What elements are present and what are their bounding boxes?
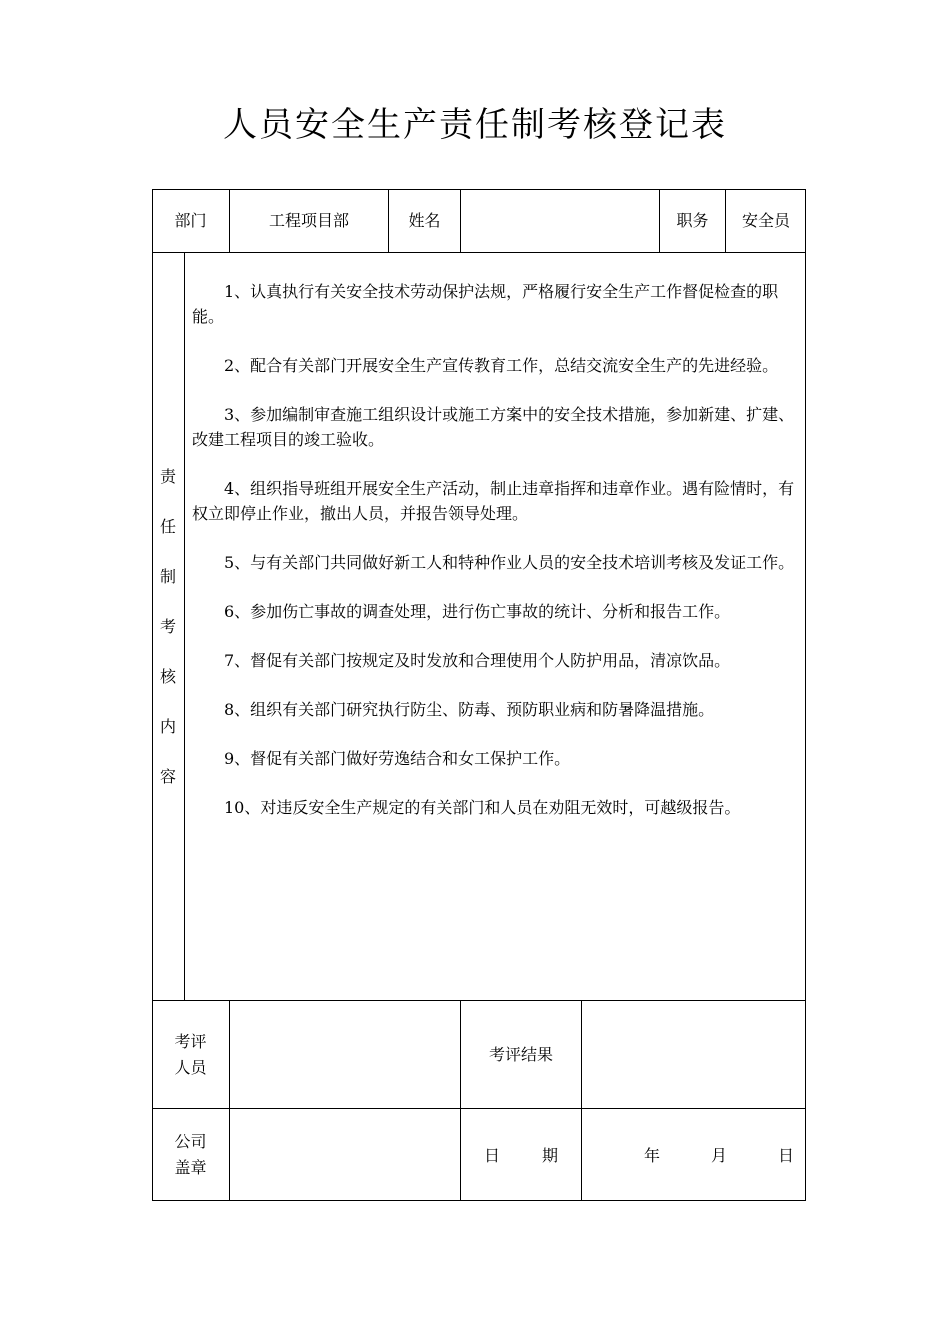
evaluator-label-line: 人员	[174, 1057, 207, 1077]
dept-label: 部门	[174, 210, 207, 230]
list-item: 9、督促有关部门做好劳逸结合和女工保护工作。	[224, 749, 571, 768]
year-label[interactable]: 年	[644, 1146, 661, 1165]
date-label-char: 日	[484, 1146, 501, 1165]
label-char: 核	[159, 666, 176, 686]
label-char: 内	[159, 716, 176, 736]
date-label-char: 期	[542, 1146, 559, 1165]
result-field[interactable]	[582, 1001, 806, 1108]
list-item: 4、组织指导班组开展安全生产活动，制止违章指挥和违章作业。遇有险情时，有权立即停止作业，撤出人员，并报告领导处理。	[192, 479, 795, 523]
list-item: 2、配合有关部门开展安全生产宣传教育工作，总结交流安全生产的先进经验。	[224, 356, 779, 375]
label-char: 责	[159, 466, 176, 486]
list-item: 3、参加编制审查施工组织设计或施工方案中的安全技术措施，参加新建、扩建、改建工程项目的竣工验收。	[192, 405, 795, 449]
name-label: 姓名	[408, 210, 441, 230]
label-char: 制	[159, 566, 176, 586]
position-label: 职务	[676, 210, 709, 230]
result-label: 考评结果	[488, 1044, 553, 1064]
list-item: 1、认真执行有关安全技术劳动保护法规，严格履行安全生产工作督促检查的职能。	[192, 282, 779, 326]
row-divider-header	[152, 252, 806, 253]
month-label[interactable]: 月	[711, 1146, 728, 1165]
name-field[interactable]	[461, 189, 659, 252]
position-value[interactable]: 安全员	[741, 210, 790, 230]
list-item: 6、参加伤亡事故的调查处理，进行伤亡事故的统计、分析和报告工作。	[224, 602, 731, 621]
evaluator-field[interactable]	[230, 1001, 460, 1108]
responsibility-list	[192, 279, 804, 844]
list-item: 5、与有关部门共同做好新工人和特种作业人员的安全技术培训考核及发证工作。	[224, 553, 795, 572]
label-char: 容	[159, 766, 176, 786]
stamp-label	[152, 1109, 229, 1200]
content-section-label	[152, 252, 184, 1001]
stamp-label-line: 盖章	[174, 1157, 207, 1177]
evaluator-label-line: 考评	[174, 1031, 207, 1051]
stamp-field[interactable]	[230, 1109, 460, 1200]
list-item: 7、督促有关部门按规定及时发放和合理使用个人防护用品，清凉饮品。	[224, 651, 731, 670]
col-divider	[184, 252, 185, 1000]
stamp-label-line: 公司	[174, 1131, 207, 1151]
page-title: 人员安全生产责任制考核登记表	[223, 105, 727, 145]
evaluator-label	[152, 1001, 229, 1108]
label-char: 任	[159, 516, 176, 536]
list-item: 8、组织有关部门研究执行防尘、防毒、预防职业病和防暑降温措施。	[224, 700, 715, 719]
dept-value[interactable]: 工程项目部	[268, 210, 349, 230]
day-label[interactable]: 日	[778, 1146, 795, 1165]
label-char: 考	[159, 616, 176, 636]
list-item: 10、对违反安全生产规定的有关部门和人员在劝阻无效时，可越级报告。	[224, 798, 741, 817]
